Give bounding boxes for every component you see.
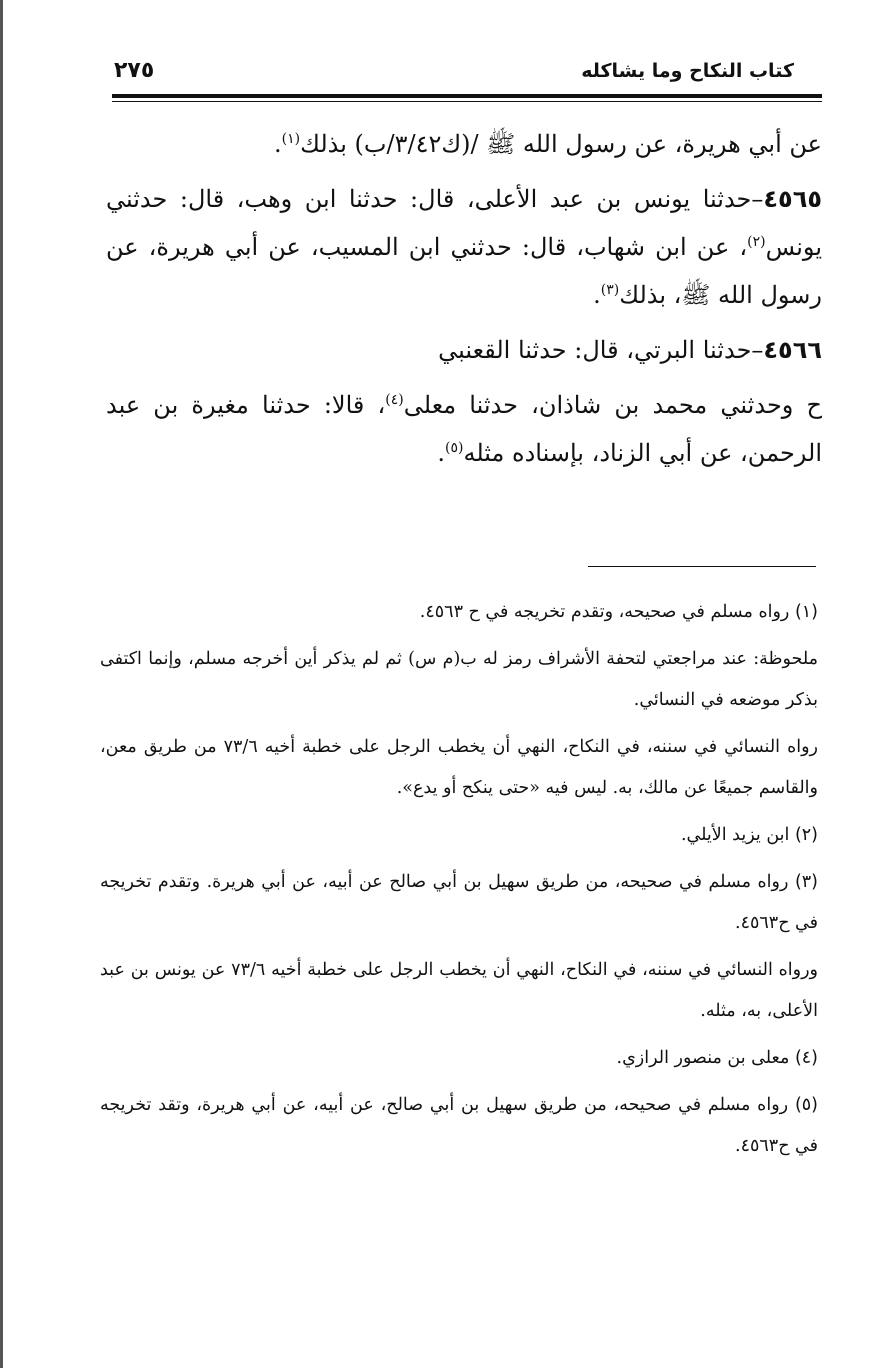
hadith-4565	[106, 175, 822, 319]
footnote-text: رواه النسائي في سننه، في النكاح، النهي أن يخطب الرجل على خطبة أخيه ٧٣/٦ من طريق معن، والقاسم جميعًا عن مالك، به. ليس فيه «حتى ينكح أو يدع».	[100, 737, 818, 798]
footnote-1	[100, 592, 818, 633]
paragraph-text: عن أبي هريرة، عن رسول الله ﷺ /(ك٣/٤٢/ب) بذلك	[300, 130, 822, 158]
footnote-text: رواه مسلم في صحيحه، وتقدم تخريجه في ح ٤٥٦٣.	[419, 602, 795, 622]
footnote-text: رواه مسلم في صحيحه، من طريق سهيل بن أبي صالح عن أبيه، عن أبي هريرة. وتقدم تخريجه في ح٤٥٦٣.	[100, 872, 818, 933]
footnote-2	[100, 815, 818, 856]
hadith-number: ٤٥٦٦	[763, 336, 822, 364]
footnote-1-nasai	[100, 727, 818, 809]
footnote-4	[100, 1038, 818, 1079]
footnote-marker: (٥)	[794, 1095, 818, 1115]
footnote-text: رواه مسلم في صحيحه، من طريق سهيل بن أبي صالح، عن أبيه، عن أبي هريرة، وتقد تخريجه في ح٤٥٦٣.	[100, 1095, 818, 1156]
footnote-marker: (١)	[794, 602, 818, 622]
footnote-5	[100, 1085, 818, 1167]
footnote-text: معلى بن منصور الرازي.	[616, 1048, 795, 1068]
header-rule-thick	[112, 94, 822, 98]
footnote-3-nasai	[100, 950, 818, 1032]
main-text	[106, 120, 822, 484]
hadith-4566-alt-chain	[106, 381, 822, 477]
footnote-text: ملحوظة: عند مراجعتي لتحفة الأشراف رمز له ب(م س) ثم لم يذكر أين أخرجه مسلم، وإنما اكتفى بذكر موضعه في النسائي.	[100, 649, 818, 710]
paragraph-end: .	[593, 281, 601, 309]
footnote-marker: (٢)	[794, 825, 818, 845]
paragraph-end: .	[274, 130, 282, 158]
page-header	[112, 58, 822, 94]
footnote-ref: (٢)	[747, 234, 766, 250]
footnote-ref: (٣)	[600, 282, 620, 298]
footnote-ref: (١)	[281, 131, 301, 147]
footnotes	[100, 592, 818, 1173]
footnote-separator	[588, 566, 816, 567]
paragraph-continuation	[106, 120, 822, 168]
footnote-ref: (٥)	[445, 440, 464, 456]
running-title: كتاب النكاح وما يشاكله	[581, 60, 794, 82]
paragraph-text: –حدثنا يونس بن عبد الأعلى، قال: حدثنا ابن وهب، قال: حدثني يونس	[106, 185, 822, 261]
paragraph-text: ح وحدثني محمد بن شاذان، حدثنا معلى	[403, 391, 823, 419]
header-rule-thin	[112, 101, 822, 102]
footnote-text: ورواه النسائي في سننه، في النكاح، النهي أن يخطب الرجل على خطبة أخيه ٧٣/٦ عن يونس بن عبد الأعلى، به، مثله.	[100, 960, 818, 1021]
paragraph-end: .	[437, 439, 446, 467]
paragraph-text: ، قالا: حدثنا مغيرة بن عبد الرحمن، عن أبي الزناد، بإسناده مثله	[106, 391, 822, 467]
footnote-text: ابن يزيد الأيلي.	[680, 825, 795, 845]
footnote-ref: (٤)	[385, 392, 404, 408]
footnote-marker: (٣)	[794, 872, 818, 892]
footnote-3	[100, 862, 818, 944]
footnote-1-note	[100, 639, 818, 721]
hadith-number: ٤٥٦٥	[763, 185, 822, 213]
page-edge-shadow	[0, 0, 3, 1368]
paragraph-text: ، عن ابن شهاب، قال: حدثني ابن المسيب، عن أبي هريرة، عن رسول الله ﷺ، بذلك	[106, 233, 822, 309]
hadith-4566	[106, 326, 822, 374]
page-number: ٢٧٥	[114, 58, 155, 83]
paragraph-text: –حدثنا البرتي، قال: حدثنا القعنبي	[438, 336, 764, 364]
footnote-marker: (٤)	[794, 1048, 818, 1068]
